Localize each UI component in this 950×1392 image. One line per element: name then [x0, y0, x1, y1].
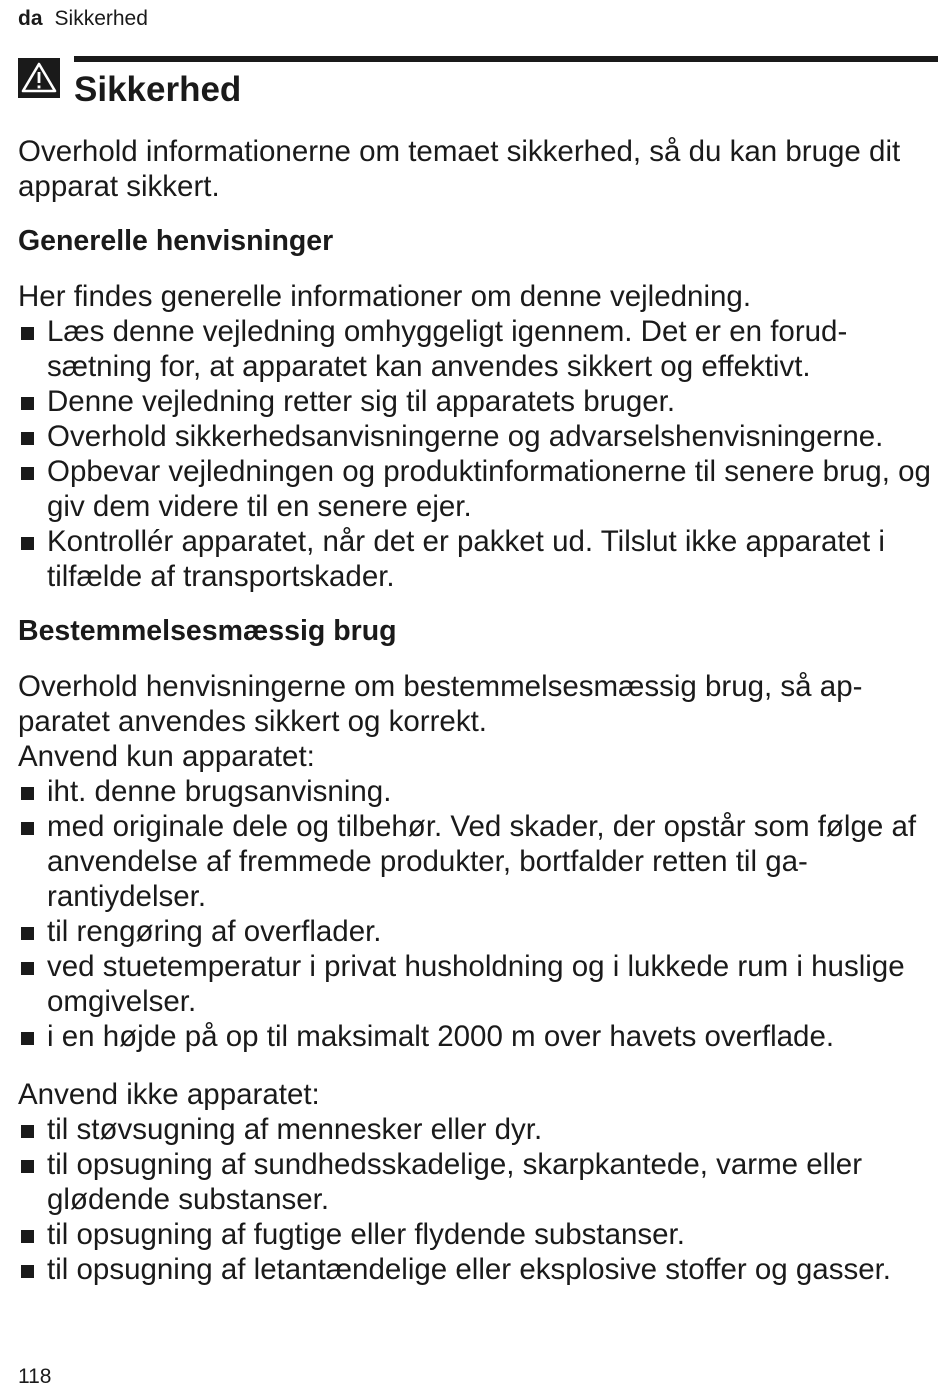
- list-item: til rengøring af overflader.: [18, 914, 938, 949]
- warning-icon: [18, 58, 60, 98]
- do-not-label: Anvend ikke apparatet:: [18, 1078, 320, 1111]
- document-body: [18, 134, 938, 1287]
- general-list: [18, 314, 938, 594]
- header-section: Sikkerhed: [54, 7, 148, 30]
- do-not-list: [18, 1112, 938, 1287]
- use-only-label: Anvend kun apparatet:: [18, 740, 315, 773]
- page-number: 118: [18, 1365, 52, 1388]
- list-item: til opsugning af letantændelige eller eksplosive stoffer og gasser.: [18, 1252, 938, 1287]
- list-item: Denne vejledning retter sig til apparatets bruger.: [18, 384, 938, 419]
- list-item: til opsugning af fugtige eller flydende substanser.: [18, 1217, 938, 1252]
- general-heading: Generelle henvisninger: [18, 225, 334, 257]
- language-code: da: [18, 7, 43, 30]
- list-item: i en højde på op til maksimalt 2000 m over havets overflade.: [18, 1019, 938, 1054]
- use-only-list: [18, 774, 938, 1054]
- intended-use-lead: Overhold henvisningerne om bestemmelsesmæssig brug, så apparatet anvendes sikkert og korrekt.: [18, 670, 863, 738]
- list-item: til opsugning af sundhedsskadelige, skarpkantede, varme eller glødende substanser.: [18, 1147, 938, 1217]
- running-header: [18, 7, 148, 31]
- list-item: Kontrollér apparatet, når det er pakket ud. Tilslut ikke apparatet i tilfælde af transportskader.: [18, 524, 938, 594]
- page-title: Sikkerhed: [74, 70, 242, 109]
- list-item: Opbevar vejledningen og produktinformationerne til senere brug, og giv dem videre til en senere ejer.: [18, 454, 938, 524]
- list-item: til støvsugning af mennesker eller dyr.: [18, 1112, 938, 1147]
- general-lead: Her findes generelle informationer om denne vejledning.: [18, 280, 752, 313]
- list-item: med originale dele og tilbehør. Ved skader, der opstår som følge af anvendelse af fremmede produkter, bortfalder retten til garantiydelser.: [18, 809, 938, 914]
- intro-paragraph: Overhold informationerne om temaet sikkerhed, så du kan bruge dit apparat sikkert.: [18, 135, 901, 203]
- title-rule: [74, 56, 938, 62]
- list-item: ved stuetemperatur i privat husholdning og i lukkede rum i huslige omgivelser.: [18, 949, 938, 1019]
- list-item: Læs denne vejledning omhyggeligt igennem. Det er en forudsætning for, at apparatet kan anvendes sikkert og effektivt.: [18, 314, 938, 384]
- list-item: iht. denne brugsanvisning.: [18, 774, 938, 809]
- intended-use-heading: Bestemmelsesmæssig brug: [18, 615, 397, 647]
- list-item: Overhold sikkerhedsanvisningerne og advarselshenvisningerne.: [18, 419, 938, 454]
